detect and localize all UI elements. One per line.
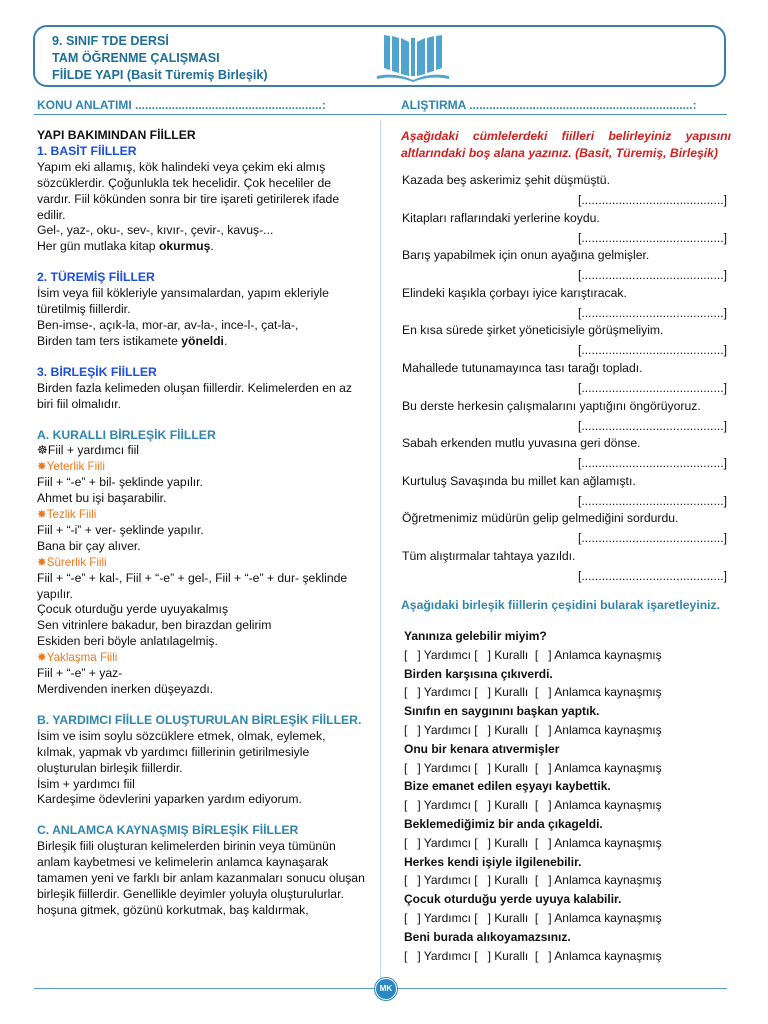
kuralli-formula: ☸Fiil + yardımcı fiil (37, 443, 140, 458)
exercise-sentence: Bu derste herkesin çalışmalarını yaptığını öngörüyoruz. (402, 398, 701, 413)
yeterlik-example: Ahmet bu işi başarabilir. (37, 491, 167, 506)
yaklasma-rule: Fiil + “-e” + yaz- (37, 666, 123, 681)
answer-blank[interactable]: [..........................................] (578, 380, 727, 395)
exercise-item (401, 210, 731, 248)
exercise-sentence: Sabah erkenden mutlu yuvasına geri dönse. (402, 436, 641, 451)
mc-question: Yanınıza gelebilir miyim? (404, 629, 547, 643)
turemis-fiiller-title: 2. TÜREMİŞ FİİLLER (37, 270, 155, 285)
lesson-column (37, 128, 367, 919)
mc-options[interactable]: [ ] Yardımcı [ ] Kurallı [ ] Anlamca kaynaşmış (404, 948, 662, 963)
kuralli-title: A. KURALLI BİRLEŞİK FİİLLER (37, 427, 216, 442)
exercise-instruction-2: Aşağıdaki birleşik fiillerin çeşidini bularak işaretleyiniz. (401, 598, 721, 612)
mc-options[interactable]: [ ] Yardımcı [ ] Kurallı [ ] Anlamca kaynaşmış (404, 873, 662, 888)
answer-blank[interactable]: [..........................................] (578, 193, 727, 207)
alistirma-title: ALIŞTIRMA ...................................................................: (401, 98, 697, 112)
exercise-item (401, 360, 731, 398)
surerlik-title: ✸Sürerlik Fiili (37, 555, 107, 569)
exercise-sentence: Tüm alıştırmalar tahtaya yazıldı. (402, 548, 576, 563)
exercise-column (401, 128, 731, 586)
footer-badge: MK (375, 978, 397, 1000)
mc-options[interactable]: [ ] Yardımcı [ ] Kurallı [ ] Anlamca kaynaşmış (404, 647, 662, 662)
sentence-end: . (223, 333, 228, 348)
answer-blank[interactable]: [..........................................] (578, 268, 727, 283)
tezlik-example: Bana bir çay alıver. (37, 538, 141, 553)
exercise-item (401, 285, 731, 323)
answer-blank[interactable]: [..........................................] (578, 418, 727, 433)
header-title (52, 33, 268, 84)
mc-options[interactable]: [ ] Yardımcı [ ] Kurallı [ ] Anlamca kaynaşmış (404, 798, 662, 813)
mc-options[interactable]: [ ] Yardımcı [ ] Kurallı [ ] Anlamca kaynaşmış (404, 685, 662, 700)
exercise-sentence: Kazada beş askerimiz şehit düşmüştü. (402, 173, 610, 187)
mc-question: Sınıfın en saygınını başkan yaptık. (404, 704, 600, 719)
turemis-fiiller-sentence (37, 334, 367, 350)
open-book-icon (375, 30, 451, 82)
surerlik-example-2: Sen vitrinlere bakadur, ben birazdan gelirim (37, 618, 272, 633)
exercise-item (401, 473, 731, 511)
basit-fiiller-examples: Gel-, yaz-, oku-, sev-, kıvır-, çevir-, kavuş-... (37, 223, 274, 238)
basit-fiiller-text: Yapım eki allamış, kök halindeki veya çekim eki almış sözcüklerdir. Çoğunlukla tek hecelidir. Çok heceliler de vardır. Fiil kökünden sonra bir tire işareti getirilerek ifade edilir. (37, 159, 340, 222)
answer-blank[interactable]: [..........................................] (578, 568, 727, 583)
header-line-3: FİİLDE YAPI (Basit Türemiş Birleşik) (52, 68, 268, 82)
exercise-item (401, 398, 731, 436)
anlamca-examples: hoşuna gitmek, gözünü korkutmak, baş kaldırmak, (37, 902, 309, 917)
answer-blank[interactable]: [..........................................] (578, 230, 727, 245)
turemis-fiiller-examples: Ben-imse-, açık-la, mor-ar, av-la-, ince-l-, çat-la-, (37, 317, 299, 332)
yardimci-fiil-title: B. YARDIMCI FİİLLE OLUŞTURULAN BİRLEŞİK FİİLLER. (37, 712, 362, 727)
mc-question: Herkes kendi işiyle ilgilenebilir. (404, 854, 582, 869)
section-divider (34, 114, 727, 115)
mc-question: Beni burada alıkoyamazsınız. (404, 929, 571, 944)
yaklasma-title: ✸Yaklaşma Fiili (37, 651, 118, 665)
birlesik-fiiller-title: 3. BİRLEŞİK FİİLLER (37, 364, 157, 379)
header-box (33, 25, 726, 87)
multiple-choice-list (404, 627, 662, 965)
exercise-sentence: Kitapları raflarındaki yerlerine koydu. (402, 210, 600, 225)
mc-options[interactable]: [ ] Yardımcı [ ] Kurallı [ ] Anlamca kaynaşmış (404, 835, 662, 850)
exercise-sentence: Öğretmenimiz müdürün gelip gelmediğini sordurdu. (402, 511, 679, 526)
mc-question: Birden karşısına çıkıverdi. (404, 666, 553, 681)
mc-question: Beklemediğimiz bir anda çıkageldi. (404, 816, 603, 831)
tezlik-rule: Fiil + “-i” + ver- şeklinde yapılır. (37, 522, 204, 537)
answer-blank[interactable]: [..........................................] (578, 456, 727, 471)
yardimci-fiil-example: Kardeşime ödevlerini yaparken yardım ediyorum. (37, 792, 302, 807)
mc-options[interactable]: [ ] Yardımcı [ ] Kurallı [ ] Anlamca kaynaşmış (404, 910, 662, 925)
sentence-text: Birden tam ters istikamete (37, 333, 182, 348)
surerlik-example-1: Çocuk oturduğu yerde uyuyakalmış (37, 602, 229, 617)
exercise-item (401, 322, 731, 360)
mc-options[interactable]: [ ] Yardımcı [ ] Kurallı [ ] Anlamca kaynaşmış (404, 722, 662, 737)
column-divider (380, 120, 381, 980)
yardimci-fiil-text: İsim ve isim soylu sözcüklere etmek, olmak, eylemek, kılmak, yapmak vb yardımcı fiillerinin getirilmesiyle oluşturulan birleşik fiillerdir. (37, 728, 326, 775)
answer-blank[interactable]: [..........................................] (578, 493, 727, 508)
exercise-item (401, 435, 731, 473)
konu-anlatimi-title: KONU ANLATIMI ........................................................: (37, 98, 326, 112)
exercise-item (401, 548, 731, 586)
exercise-item (401, 247, 731, 285)
exercise-sentence: En kısa sürede şirket yöneticisiyle görüşmeliyim. (402, 323, 664, 338)
answer-blank[interactable]: [..........................................] (578, 343, 727, 358)
tezlik-title: ✸Tezlik Fiili (37, 508, 97, 522)
header-line-2: TAM ÖĞRENME ÇALIŞMASI (52, 51, 220, 65)
answer-blank[interactable]: [..........................................] (578, 305, 727, 320)
lesson-heading: YAPI BAKIMINDAN FİİLLER (37, 128, 196, 142)
anlamca-title: C. ANLAMCA KAYNAŞMIŞ BİRLEŞİK FİİLLER (37, 823, 299, 838)
mc-question: Çocuk oturduğu yerde uyuya kalabilir. (404, 892, 622, 907)
sentence-verb: okurmuş (158, 239, 211, 254)
mc-question: Bize emanet edilen eşyayı kaybettik. (404, 779, 611, 794)
birlesik-fiiller-text: Birden fazla kelimeden oluşan fiillerdir. Kelimelerden en az biri fiil olmalıdır. (37, 380, 353, 411)
yeterlik-title: ✸Yeterlik Fiili (37, 460, 105, 474)
surerlik-example-3: Eskiden beri böyle anlatılagelmiş. (37, 634, 218, 649)
mc-question: Onu bir kenara atıvermişler (404, 741, 560, 756)
exercise-item (401, 172, 731, 210)
sentence-text: Her gün mutlaka kitap (37, 239, 159, 254)
header-line-1: 9. SINIF TDE DERSİ (52, 34, 169, 48)
answer-blank[interactable]: [..........................................] (578, 531, 727, 546)
sentence-end: . (210, 239, 214, 254)
sentence-verb: yöneldi (181, 333, 224, 348)
yardimci-fiil-formula: İsim + yardımcı fiil (37, 776, 135, 791)
exercise-sentence: Elindeki kaşıkla çorbayı iyice karıştıracak. (402, 285, 627, 300)
basit-fiiller-title: 1. BASİT FİİLLER (37, 143, 137, 158)
surerlik-rule: Fiil + “-e” + kal-, Fiil + “-e” + gel-, Fiil + “-e” + dur- şeklinde yapılır. (37, 570, 348, 601)
exercise-instruction: Aşağıdaki cümlelerdeki fiilleri belirleyiniz yapısını altlarındaki boş alana yazınız. (Basit, Türemiş, Birleşik) (401, 129, 731, 160)
exercise-sentence: Mahallede tutunamayınca tası tarağı topladı. (402, 360, 643, 375)
turemis-fiiller-text: İsim veya fiil kökleriyle yansımalardan, yapım ekleriyle türetilmiş fiillerdir. (37, 286, 329, 317)
basit-fiiller-sentence (37, 239, 367, 255)
yeterlik-rule: Fiil + “-e” + bil- şeklinde yapılır. (37, 475, 203, 490)
exercise-sentence: Kurtuluş Savaşında bu millet kan ağlamıştı. (402, 473, 636, 488)
exercise-item (401, 510, 731, 548)
mc-options[interactable]: [ ] Yardımcı [ ] Kurallı [ ] Anlamca kaynaşmış (404, 760, 662, 775)
sentence-list (401, 172, 731, 586)
yaklasma-example: Merdivenden inerken düşeyazdı. (37, 682, 214, 696)
anlamca-text: Birleşik fiili oluşturan kelimelerden birinin veya tümünün anlam kaybetmesi ve kelimelerin anlamca kaynaşarak tamamen yeni ve farklı bir anlam kazanmaları sonucu oluşan birleşik fiillerdir. Genellikle deyimler yoluyla oluşturulurlar. (37, 839, 365, 901)
exercise-sentence: Barış yapabilmek için onun ayağına gelmişler. (402, 248, 650, 263)
